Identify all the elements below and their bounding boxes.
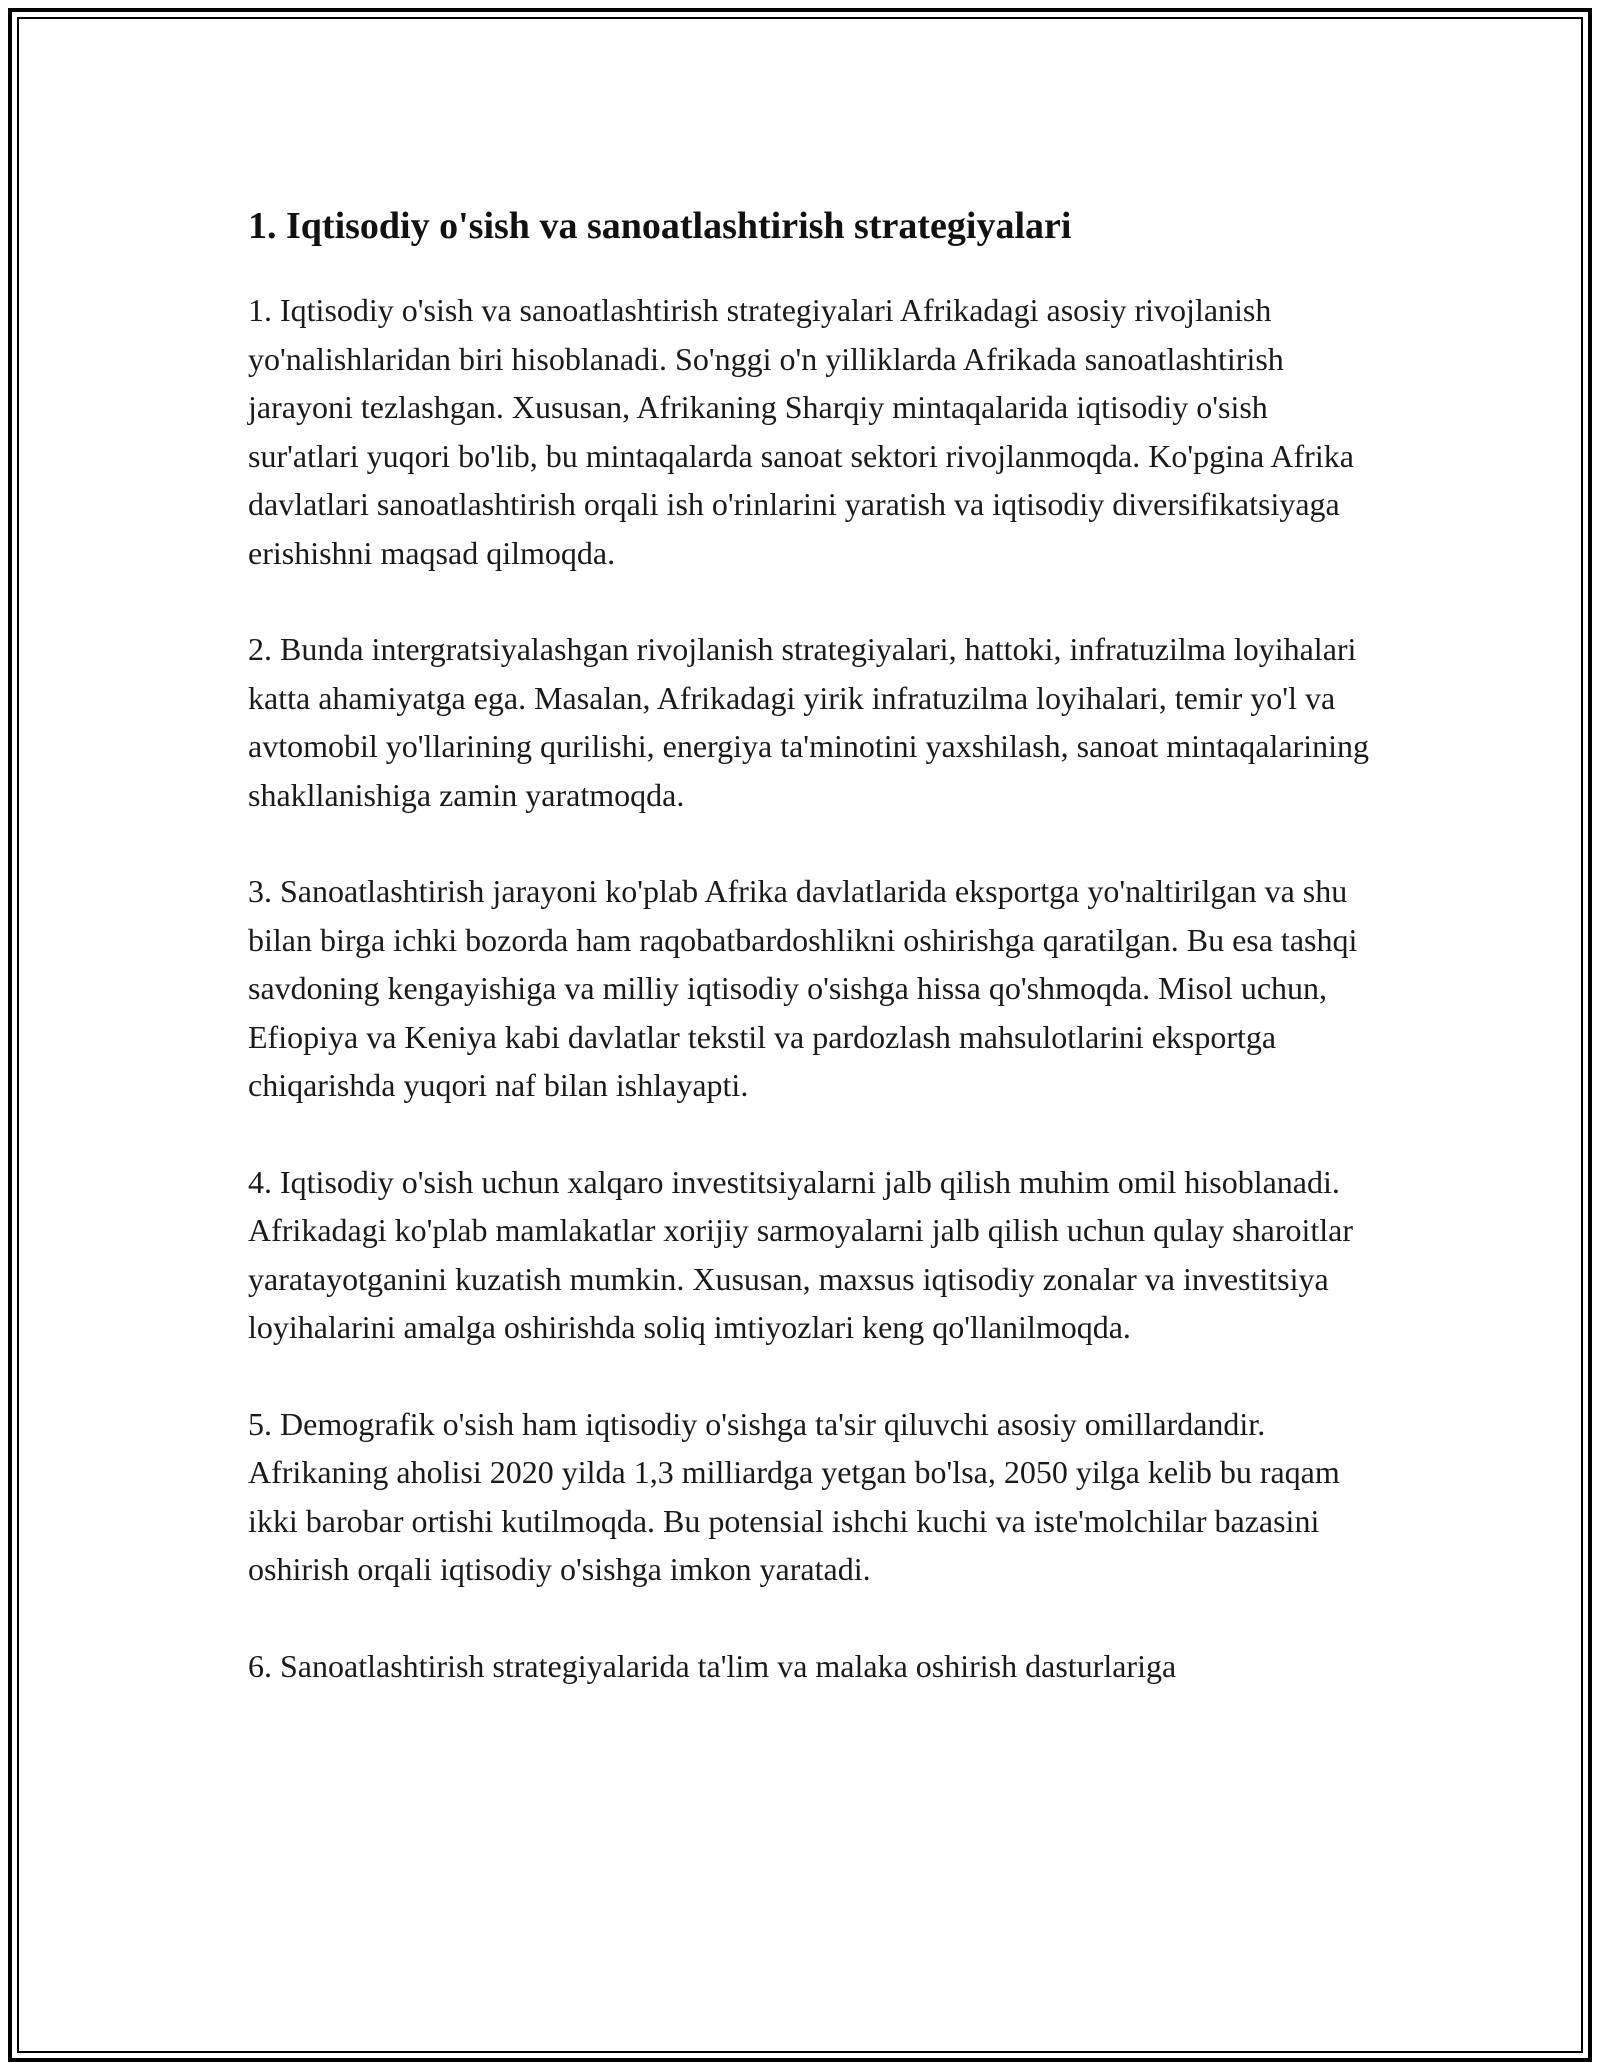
page-frame xyxy=(8,8,1592,2062)
paragraph-2: 2. Bunda intergratsiyalashgan rivojlanish strategiyalari, hattoki, infratuzilma loyihalari katta ahamiyatga ega. Masalan, Afrikadagi yirik infratuzilma loyihalari, temir yo'l va avtomobil yo'llarining qurilishi, energiya ta'minotini yaxshilash, sanoat mintaqalarining shakllanishiga zamin yaratmoqda. xyxy=(248,631,1369,813)
paragraph-6: 6. Sanoatlashtirish strategiyalarida ta'lim va malaka oshirish dasturlariga xyxy=(248,1647,1177,1684)
paragraph-1: 1. Iqtisodiy o'sish va sanoatlashtirish strategiyalari Afrikadagi asosiy rivojlanish yo'nalishlaridan biri hisoblanadi. So'nggi o'n yilliklarda Afrikada sanoatlashtirish jarayoni tezlashgan. Xususan, Afrikaning Sharqiy mintaqalarida iqtisodiy o'sish sur'atlari yuqori bo'lib, bu mintaqalarda sanoat sektori rivojlanmoqda. Ko'pgina Afrika davlatlari sanoatlashtirish orqali ish o'rinlarini yaratish va iqtisodiy diversifikatsiyaga erishishni maqsad qilmoqda. xyxy=(248,292,1354,571)
paragraph-5: 5. Demografik o'sish ham iqtisodiy o'sishga ta'sir qiluvchi asosiy omillardandir. Afrikaning aholisi 2020 yilda 1,3 milliardga yetgan bo'lsa, 2050 yilga kelib bu raqam ikki barobar ortishi kutilmoqda. Bu potensial ishchi kuchi va iste'molchilar bazasini oshirish orqali iqtisodiy o'sishga imkon yaratadi. xyxy=(248,1405,1340,1587)
paragraph-3: 3. Sanoatlashtirish jarayoni ko'plab Afrika davlatlarida eksportga yo'naltirilgan va shu bilan birga ichki bozorda ham raqobatbardoshlikni oshirishga qaratilgan. Bu esa tashqi savdoning kengayishiga va milliy iqtisodiy o'sishga hissa qo'shmoqda. Misol uchun, Efiopiya va Keniya kabi davlatlar tekstil va pardozlash mahsulotlarini eksportga chiqarishda yuqori naf bilan ishlayapti. xyxy=(248,873,1358,1103)
paragraph-4: 4. Iqtisodiy o'sish uchun xalqaro investitsiyalarni jalb qilish muhim omil hisoblanadi. Afrikadagi ko'plab mamlakatlar xorijiy sarmoyalarni jalb qilish uchun qulay sharoitlar yaratayotganini kuzatish mumkin. Xususan, maxsus iqtisodiy zonalar va investitsiya loyihalarini amalga oshirishda soliq imtiyozlari keng qo'llanilmoqda. xyxy=(248,1163,1354,1345)
document-body xyxy=(248,200,1378,1738)
section-heading: 1. Iqtisodiy o'sish va sanoatlashtirish strategiyalari xyxy=(248,205,1072,247)
